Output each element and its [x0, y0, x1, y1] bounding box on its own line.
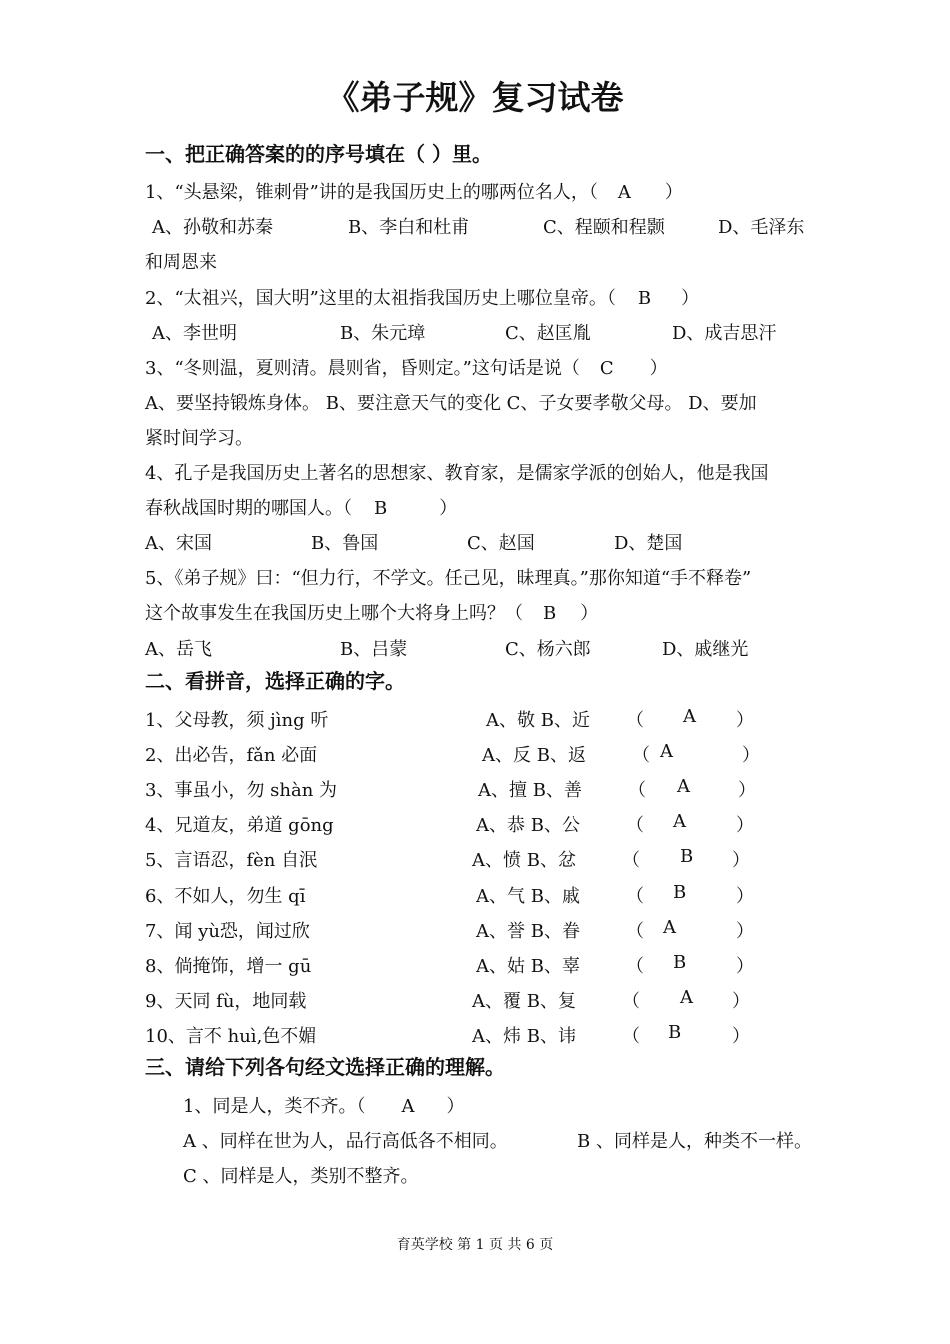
q4-option-a: A、宋国	[145, 533, 212, 554]
q4-stem: 春秋战国时期的哪国人。（ B ）	[145, 498, 458, 519]
pinyin-paren-close-2: ）	[742, 745, 760, 767]
q1-option-d-cont: 和周恩来	[145, 252, 217, 273]
q4-answer: B	[374, 498, 388, 519]
q2-option-c: C、赵匡胤	[505, 323, 591, 344]
section2-heading: 二、看拼音，选择正确的字。	[145, 669, 405, 693]
q5-line1: 5、《弟子规》曰：“但力行，不学文。任己见，昧理真。”那你知道“手不释卷”	[145, 568, 752, 589]
pinyin-question-3: 3、事虽小，勿 shàn 为	[145, 780, 338, 802]
q1-option-a: A、孙敬和苏秦	[152, 217, 273, 238]
pinyin-options-6: A、气 B、戚	[476, 885, 580, 907]
pinyin-paren-close-7: ）	[736, 920, 754, 942]
pinyin-question-9: 9、天同 fù，地同载	[145, 990, 307, 1012]
pinyin-question-10: 10、言不 huì,色不媚	[145, 1025, 317, 1047]
pinyin-question-7: 7、闻 yù恐，闻过欣	[145, 920, 310, 942]
pinyin-paren-open-6: （	[626, 885, 644, 907]
q1-option-d: D、毛泽东	[718, 217, 805, 238]
pinyin-options-9: A、覆 B、复	[472, 990, 576, 1012]
pinyin-paren-open-9: （	[622, 990, 640, 1012]
q5-option-a: A、岳飞	[145, 639, 212, 660]
page-footer: 育英学校 第 1 页 共 6 页	[396, 1237, 554, 1253]
pinyin-answer-3: A	[677, 776, 690, 798]
section1-heading: 一、把正确答案的的序号填在（ ）里。	[145, 142, 492, 166]
q1-option-c: C、程颐和程颢	[543, 217, 665, 238]
q1-option-b: B、李白和杜甫	[348, 217, 470, 238]
section3-heading: 三、请给下列各句经文选择正确的理解。	[145, 1055, 505, 1079]
s3-q1-answer: A	[401, 1096, 415, 1117]
pinyin-answer-7: A	[663, 916, 676, 938]
pinyin-options-3: A、擅 B、善	[478, 780, 582, 802]
pinyin-paren-open-10: （	[622, 1025, 640, 1047]
q5-stem: 这个故事发生在我国历史上哪个大将身上吗？（ B ）	[145, 603, 599, 624]
pinyin-answer-1: A	[683, 706, 696, 727]
pinyin-paren-close-4: ）	[736, 815, 754, 837]
q4-option-c: C、赵国	[467, 533, 535, 554]
q3-options-cont: 紧时间学习。	[145, 428, 253, 449]
s3-q1-stem: 1、同是人，类不齐。（ A ）	[183, 1096, 465, 1117]
q5-option-d: D、戚继光	[662, 639, 749, 660]
q2-answer: B	[637, 288, 652, 309]
pinyin-question-1: 1、父母教，须 jìng 听	[145, 710, 329, 731]
pinyin-options-7: A、誉 B、眷	[476, 920, 580, 942]
pinyin-options-10: A、炜 B、讳	[472, 1025, 576, 1047]
pinyin-question-4: 4、兄道友，弟道 gōng	[145, 815, 334, 837]
pinyin-paren-open-4: （	[626, 815, 644, 837]
s3-q1-option-a: A 、同样在世为人，品行高低各不相同。	[183, 1131, 508, 1152]
pinyin-answer-10: B	[668, 1021, 682, 1043]
pinyin-options-5: A、愤 B、忿	[472, 850, 576, 872]
pinyin-options-4: A、恭 B、公	[476, 815, 580, 837]
q5-option-c: C、杨六郎	[505, 639, 591, 660]
pinyin-paren-close-6: ）	[736, 885, 754, 907]
q2-option-b: B、朱元璋	[340, 323, 426, 344]
pinyin-answer-4: A	[673, 811, 686, 833]
pinyin-answer-5: B	[680, 846, 694, 868]
q4-option-b: B、鲁国	[311, 533, 379, 554]
pinyin-paren-close-8: ）	[736, 955, 754, 977]
pinyin-answer-9: A	[680, 986, 693, 1008]
q3-options: A、要坚持锻炼身体。 B、要注意天气的变化 C、子女要孝敬父母。 D、要加	[145, 393, 757, 414]
pinyin-paren-open-5: （	[622, 850, 640, 872]
q3-stem: 3、“冬则温，夏则清。晨则省，昏则定。”这句话是说（ C ）	[145, 358, 668, 379]
pinyin-answer-6: B	[673, 881, 687, 903]
pinyin-question-6: 6、不如人，勿生 qī	[145, 885, 306, 907]
q5-option-b: B、吕蒙	[340, 639, 408, 660]
q2-stem: 2、“太祖兴，国大明”这里的太祖指我国历史上哪位皇帝。（ B ）	[145, 288, 700, 309]
pinyin-options-1: A、敬 B、近	[486, 710, 590, 731]
pinyin-options-8: A、姑 B、辜	[476, 955, 580, 977]
q2-option-d: D、成吉思汗	[672, 323, 777, 344]
pinyin-paren-close-9: ）	[732, 990, 750, 1012]
pinyin-paren-open-8: （	[626, 955, 644, 977]
q3-answer: C	[599, 358, 614, 379]
pinyin-paren-close-1: ）	[736, 710, 754, 731]
s3-q1-option-c: C 、同样是人，类别不整齐。	[183, 1166, 419, 1187]
q4-option-d: D、楚国	[614, 533, 683, 554]
s3-q1-option-b: B 、同样是人，种类不一样。	[577, 1131, 812, 1152]
q5-answer: B	[543, 603, 557, 624]
page-title: 《弟子规》复习试卷	[326, 78, 624, 117]
pinyin-paren-close-10: ）	[732, 1025, 750, 1047]
pinyin-paren-open-1: （	[626, 710, 644, 731]
pinyin-paren-open-2: （	[632, 745, 650, 767]
pinyin-paren-open-3: （	[628, 780, 646, 802]
pinyin-answer-8: B	[673, 951, 687, 973]
pinyin-paren-close-3: ）	[738, 780, 756, 802]
pinyin-question-2: 2、出必告，fǎn 必面	[145, 745, 318, 767]
pinyin-paren-open-7: （	[626, 920, 644, 942]
pinyin-paren-close-5: ）	[732, 850, 750, 872]
pinyin-question-5: 5、言语忍，fèn 自泯	[145, 850, 318, 872]
pinyin-options-2: A、反 B、返	[482, 745, 586, 767]
q1-stem: 1、“头悬梁，锥刺骨”讲的是我国历史上的哪两位名人，（ A ）	[145, 182, 683, 203]
q1-answer: A	[617, 182, 631, 203]
pinyin-answer-2: A	[660, 741, 673, 763]
q2-option-a: A、李世明	[152, 323, 237, 344]
q4-line1: 4、孔子是我国历史上著名的思想家、教育家，是儒家学派的创始人，他是我国	[145, 463, 769, 484]
pinyin-question-8: 8、倘掩饰，增一 gū	[145, 955, 312, 977]
